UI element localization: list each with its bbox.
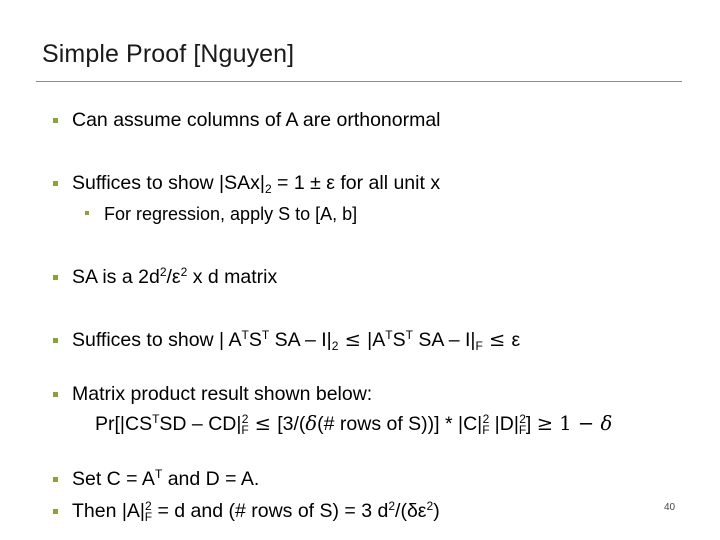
subscript: F <box>475 339 483 353</box>
sub-bullet-marker <box>85 211 89 215</box>
epsilon-symbol: ε <box>511 329 521 351</box>
bullet-marker <box>53 477 58 482</box>
text-segment: Suffices to show |SAx| <box>72 172 265 194</box>
subscript: F <box>144 510 153 524</box>
text-segment: x d matrix <box>187 266 278 288</box>
text-segment: = d and (# rows of S) = 3 d <box>152 500 389 522</box>
matrix-product-formula <box>95 412 612 436</box>
superscript: T <box>152 412 160 426</box>
bullet-marker <box>53 275 58 280</box>
bullet-marker <box>53 181 58 186</box>
bullet-suffices-unit-x <box>72 171 440 195</box>
subscript: 2 <box>264 182 272 196</box>
bullet-orthonormal: Can assume columns of A are orthonormal <box>72 109 441 131</box>
text-segment: SA – I| <box>269 329 332 351</box>
leq-symbol: ≤ <box>482 328 512 351</box>
text-segment: and D = A. <box>162 468 260 490</box>
superscript: T <box>261 328 270 342</box>
bullet-suffices-norm <box>72 328 520 352</box>
bullet-then-norm <box>72 499 440 523</box>
bullet-matrix-product: Matrix product result shown below: <box>72 383 373 405</box>
sub-bullet-regression: For regression, apply S to [A, b] <box>104 204 358 224</box>
text-segment: SA – I| <box>412 329 476 351</box>
superscript: T <box>241 328 249 342</box>
text-segment: Suffices to show | A <box>72 329 242 351</box>
delta-symbol: δ <box>600 412 613 435</box>
delta-symbol: δ <box>305 412 318 435</box>
text-segment: |D| <box>489 413 519 435</box>
bullet-sa-dimensions <box>72 265 277 289</box>
text-segment: Then |A| <box>72 500 146 522</box>
bullet-marker <box>53 338 58 343</box>
text-segment: (# rows of S))] * |C| <box>317 413 483 435</box>
subscript: F <box>241 423 249 437</box>
geq-symbol: ≥ <box>536 412 554 435</box>
superscript: T <box>405 328 413 342</box>
superscript: 2 <box>145 499 152 513</box>
text-segment: /(δε <box>395 500 427 522</box>
text-segment: ] <box>525 413 537 435</box>
text-segment: S <box>248 329 262 351</box>
subscript: 2 <box>331 339 339 353</box>
subscript: F <box>482 423 490 437</box>
text-segment: [3/( <box>277 413 306 435</box>
text-segment: Pr[|CS <box>95 413 153 435</box>
text-segment: SA is a 2d <box>72 266 160 288</box>
superscript: 2 <box>388 499 396 513</box>
superscript: 2 <box>519 412 526 426</box>
page-number: 40 <box>664 502 676 513</box>
bullet-set-c-d <box>72 467 259 491</box>
title-divider <box>36 81 682 82</box>
text-segment: = 1 ± ε for all unit x <box>271 172 441 194</box>
text-segment: S <box>392 329 406 351</box>
bullet-marker <box>53 392 58 397</box>
slide-title: Simple Proof [Nguyen] <box>42 40 295 68</box>
bullet-marker <box>53 118 58 123</box>
leq-symbol: ≤ <box>248 412 278 435</box>
superscript: T <box>385 328 393 342</box>
text-segment: /ε <box>166 266 181 288</box>
superscript: 2 <box>180 265 188 279</box>
text-segment: Set C = A <box>72 468 155 490</box>
superscript: 2 <box>241 412 249 426</box>
text-segment: 1 − <box>553 412 601 435</box>
text-segment: SD – CD| <box>159 413 242 435</box>
superscript: T <box>154 467 163 481</box>
bullet-marker <box>53 509 58 514</box>
leq-symbol: ≤ <box>338 328 368 351</box>
text-segment: ) <box>433 500 440 522</box>
superscript: 2 <box>482 412 490 426</box>
superscript: 2 <box>159 265 167 279</box>
superscript: 2 <box>426 499 434 513</box>
subscript: F <box>518 423 527 437</box>
text-segment: |A <box>367 329 386 351</box>
